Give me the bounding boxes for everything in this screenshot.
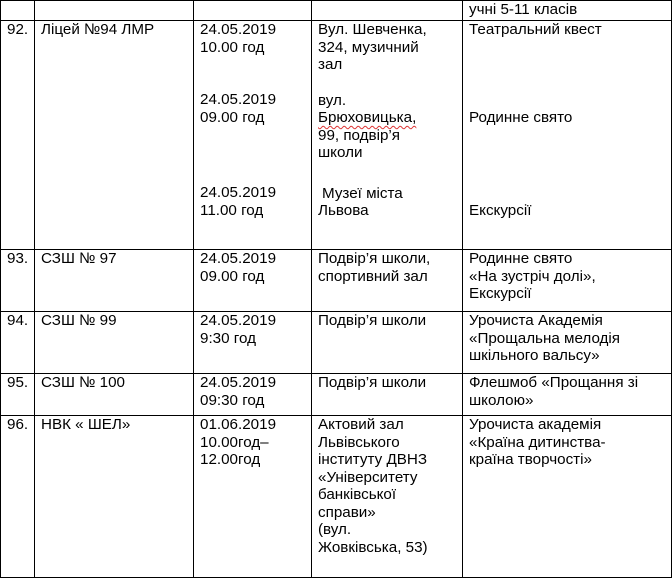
event-text: «Країна дитинства- <box>469 433 606 451</box>
table-row <box>1 1 672 21</box>
place-text: Львова <box>318 202 369 219</box>
time-text: 09.00 год <box>200 267 265 285</box>
place-text: Подвір’я школи, <box>318 250 431 267</box>
cell-datetime <box>194 416 312 578</box>
place-text: інституту ДВНЗ <box>318 451 428 468</box>
cell-datetime <box>194 250 312 312</box>
date-text: 24.05.2019 <box>200 312 277 329</box>
place-text: банківської <box>318 486 397 503</box>
cell-number: 95. <box>1 374 35 416</box>
place-text: 99, подвір’я <box>318 126 401 144</box>
cell-school: Ліцей №94 ЛМР <box>35 21 194 250</box>
table-row <box>1 312 672 374</box>
event-text: країна творчості» <box>469 451 592 468</box>
event-text: Театральний квест <box>469 21 602 38</box>
date-text: 24.05.2019 <box>200 374 277 391</box>
table-row <box>1 374 672 416</box>
cell-place <box>312 21 463 250</box>
cell-event <box>463 250 672 312</box>
cell-school: СЗШ № 99 <box>35 312 194 374</box>
table-row <box>1 21 672 250</box>
time-text: 09.00 год <box>200 108 265 126</box>
cell-datetime <box>194 1 312 21</box>
cell-number <box>1 1 35 21</box>
cell-school: СЗШ № 97 <box>35 250 194 312</box>
cell-number: 94. <box>1 312 35 374</box>
spellcheck-underlined-word: Брюховицька, <box>318 109 417 126</box>
date-text: 24.05.2019 <box>200 91 277 108</box>
time-text: 9:30 год <box>200 329 256 347</box>
cell-place <box>312 416 463 578</box>
place-text: вул. <box>318 91 347 109</box>
event-text: Урочиста академія <box>469 416 602 433</box>
cell-event <box>463 312 672 374</box>
cell-datetime <box>194 312 312 374</box>
cell-datetime <box>194 21 312 250</box>
cell-place <box>312 250 463 312</box>
cell-place <box>312 1 463 21</box>
cell-event <box>463 416 672 578</box>
place-text: спортивний зал <box>318 267 428 285</box>
event-text: Екскурсії <box>469 285 532 302</box>
time-text: 11.00 год <box>200 201 264 219</box>
time-text: 12.00год <box>200 451 261 468</box>
cell-event: учні 5-11 класів <box>463 1 672 21</box>
place-text: 324, музичний <box>318 38 419 56</box>
place-text: Жовківська, 53) <box>318 538 428 556</box>
place-text: «Університету <box>318 468 418 486</box>
cell-school: НВК « ШЕЛ» <box>35 416 194 578</box>
place-text: Подвір’я школи <box>318 374 427 391</box>
event-text: шкільного вальсу» <box>469 347 600 364</box>
time-text: 09:30 год <box>200 391 265 409</box>
place-text <box>318 109 458 127</box>
place-text: (вул. <box>318 521 352 538</box>
cell-datetime <box>194 374 312 416</box>
cell-place <box>312 312 463 374</box>
cell-school <box>35 1 194 21</box>
table-row <box>1 250 672 312</box>
event-text: Екскурсії <box>469 202 532 219</box>
event-text: Флешмоб «Прощання зі <box>469 374 639 391</box>
date-text: 24.05.2019 <box>200 21 277 38</box>
place-text: Музеї міста <box>322 184 403 202</box>
cell-place <box>312 374 463 416</box>
place-text: зал <box>318 56 343 73</box>
place-text: Актовий зал <box>318 416 404 433</box>
event-text: Урочиста Академія <box>469 312 603 329</box>
cell-event <box>463 21 672 250</box>
table-row <box>1 416 672 578</box>
event-text: школою» <box>469 391 534 409</box>
place-text: справи» <box>318 503 376 521</box>
event-text: «На зустріч долі», <box>469 267 596 285</box>
place-text: Львівського <box>318 433 400 451</box>
place-text: Вул. Шевченка, <box>318 21 427 38</box>
date-text: 24.05.2019 <box>200 184 277 201</box>
cell-event <box>463 374 672 416</box>
event-text: Родинне свято <box>469 108 573 126</box>
place-text: школи <box>318 144 363 161</box>
event-text: Родинне свято <box>469 250 573 267</box>
place-text: Подвір’я школи <box>318 312 427 329</box>
time-text: 10.00год– <box>200 433 269 451</box>
cell-school: СЗШ № 100 <box>35 374 194 416</box>
date-text: 01.06.2019 <box>200 416 277 433</box>
cell-number: 93. <box>1 250 35 312</box>
cell-number: 96. <box>1 416 35 578</box>
event-text: «Прощальна мелодія <box>469 329 621 347</box>
time-text: 10.00 год <box>200 38 265 56</box>
cell-number: 92. <box>1 21 35 250</box>
date-text: 24.05.2019 <box>200 250 277 267</box>
